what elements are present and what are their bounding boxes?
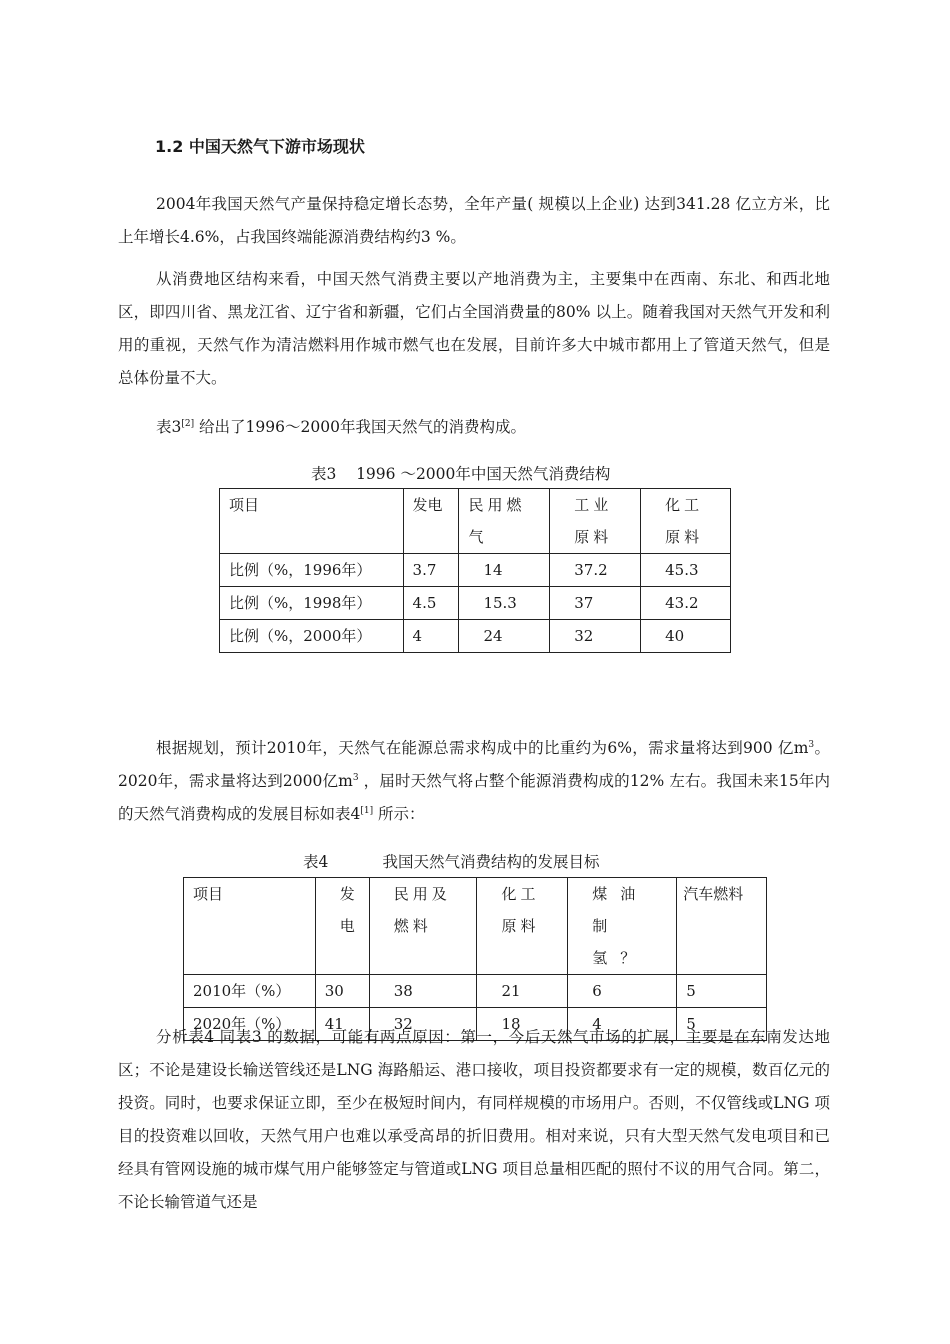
table-cell: 18 (477, 1008, 568, 1041)
table-cell: 6 (568, 975, 677, 1008)
table-header-cell: 民用燃气 (459, 489, 550, 554)
superscript-3: 3 (808, 739, 815, 750)
table-cell: 比例（%，2000年） (220, 620, 404, 653)
citation-2: [2] (181, 418, 195, 429)
planning-text-b: 。2020年，需求量将达到2000亿m (118, 739, 830, 790)
table-row (184, 975, 767, 1008)
table-cell: 24 (459, 620, 550, 653)
table-header-cell: 项目 (184, 878, 316, 975)
table-cell: 37 (550, 587, 641, 620)
table-cell: 14 (459, 554, 550, 587)
paragraph-table3-intro (118, 411, 830, 444)
table-cell: 15.3 (459, 587, 550, 620)
table-header-cell: 发电 (315, 878, 369, 975)
planning-text-a: 根据规划，预计2010年，天然气在能源总需求构成中的比重约为6%，需求量将达到900 亿m (156, 739, 809, 757)
table3-caption: 表3 1996 ～2000年中国天然气消费结构 (311, 465, 611, 483)
paragraph-production: 2004年我国天然气产量保持稳定增长态势，全年产量( 规模以上企业) 达到341.28 亿立方米，比上年增长4.6%，占我国终端能源消费结构约3 %。 (118, 195, 830, 246)
table3-intro-text: 给出了1996～2000年我国天然气的消费构成。 (194, 418, 526, 436)
table-row (220, 554, 731, 587)
table4-development-targets (183, 877, 767, 1041)
table-header-cell: 发电 (403, 489, 459, 554)
table-header-cell: 工业原料 (550, 489, 641, 554)
table-cell: 2020年（%） (184, 1008, 316, 1041)
table-cell: 30 (315, 975, 369, 1008)
table-header-row (220, 489, 731, 554)
table-cell: 比例（%，1998年） (220, 587, 404, 620)
table-cell: 比例（%，1996年） (220, 554, 404, 587)
table-cell: 43.2 (641, 587, 731, 620)
table-cell: 4 (403, 620, 459, 653)
table-header-cell: 项目 (220, 489, 404, 554)
table-header-cell: 煤油制氢？ (568, 878, 677, 975)
table-row (220, 587, 731, 620)
table-cell: 32 (550, 620, 641, 653)
table3-ref-text: 表3 (156, 418, 182, 436)
table-header-row (184, 878, 767, 975)
superscript-3: 3 (352, 772, 359, 783)
table-cell: 41 (315, 1008, 369, 1041)
planning-text-c: ，届时天然气将占整个能源消费构成的12% 左右。我国未来15年内的天然气消费构成的发展目标如表4 (118, 772, 831, 823)
table-header-cell: 化工原料 (477, 878, 568, 975)
table-cell: 40 (641, 620, 731, 653)
table-cell: 3.7 (403, 554, 459, 587)
table-header-cell: 化工原料 (641, 489, 731, 554)
table-cell: 2010年（%） (184, 975, 316, 1008)
planning-text-d: 所示： (373, 805, 425, 823)
paragraph-analysis: 分析表4 同表3 的数据，可能有两点原因：第一，今后天然气市场的扩展，主要是在东南发达地区；不论是建设长输送管线还是LNG 海路船运、港口接收，项目投资都要求有一定的规模，数百亿元的投资。同时，也要求保证立即，至少在极短时间内，有同样规模的市场用户。否则，不仅管线或LNG 项目的投资难以回收，天然气用户也难以承受高昂的折旧费用。相对来说，只有大型天然气发电项目和已经具有管网设施的城市煤气用户能够签定与管道或LNG 项目总量相匹配的照付不议的用气合同。第二，不论长输管道气还是 (118, 1028, 830, 1211)
table-cell: 21 (477, 975, 568, 1008)
citation-1: [1] (360, 805, 374, 816)
table4-caption: 表4 我国天然气消费结构的发展目标 (303, 853, 600, 871)
table-cell: 38 (369, 975, 477, 1008)
table-header-cell: 汽车燃料 (677, 878, 767, 975)
paragraph-regional-consumption: 从消费地区结构来看，中国天然气消费主要以产地消费为主，主要集中在西南、东北、和西北地区，即四川省、黑龙江省、辽宁省和新疆，它们占全国消费量的80% 以上。随着我国对天然气开发和利用的重视，天然气作为清洁燃料用作城市燃气也在发展，目前许多大中城市都用上了管道天然气，但是总体份量不大。 (118, 270, 830, 387)
table-cell: 4.5 (403, 587, 459, 620)
table-cell: 5 (677, 1008, 767, 1041)
table3-consumption-structure (219, 488, 731, 653)
table-cell: 45.3 (641, 554, 731, 587)
table-header-cell: 民用及燃料 (369, 878, 477, 975)
table-row (220, 620, 731, 653)
table-cell: 37.2 (550, 554, 641, 587)
table-cell: 32 (369, 1008, 477, 1041)
paragraph-planning (118, 732, 830, 831)
section-heading: 1.2 中国天然气下游市场现状 (155, 137, 365, 156)
table-cell: 5 (677, 975, 767, 1008)
table-cell: 4 (568, 1008, 677, 1041)
